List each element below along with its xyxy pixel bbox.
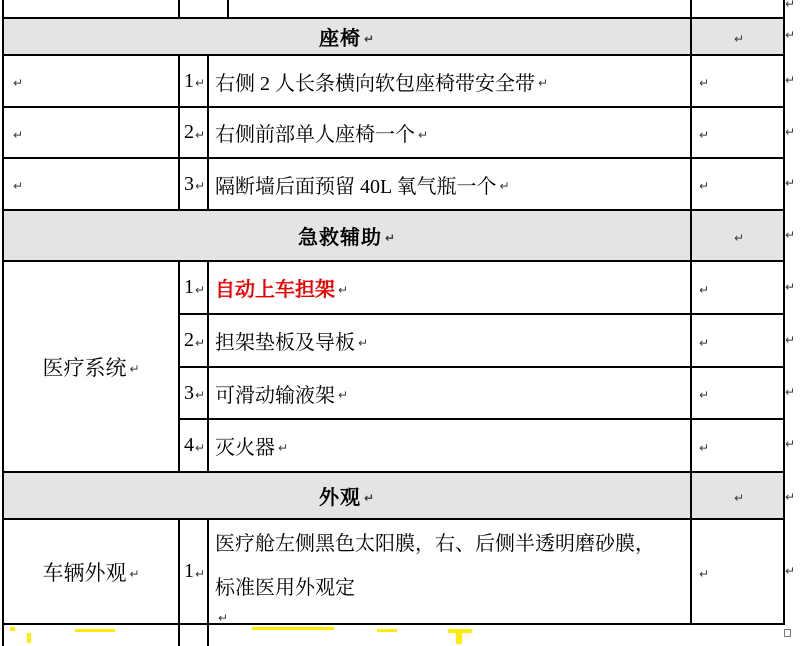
partial-row-top [4,0,785,19]
category-cell[interactable] [4,108,180,157]
item-number: 2 [183,121,194,143]
end-of-row-mark: ↵ [785,490,796,504]
category-label-cell[interactable] [4,520,180,623]
pilcrow-mark: ↵ [13,127,24,142]
section-rows [180,262,785,471]
item-description-cell[interactable] [209,368,692,418]
item-description-highlighted: 自动上车担架 [215,279,335,301]
section-header-aid [4,211,785,262]
section-title: 急救辅助 [297,227,382,249]
pilcrow-mark: ↵ [733,230,745,245]
partial-cell[interactable] [180,625,209,646]
section-title-cell[interactable] [4,473,692,518]
end-of-row-mark: ↵ [785,176,796,190]
status-cell[interactable] [692,473,785,518]
pilcrow-mark: ↵ [384,230,397,245]
category-cell[interactable] [4,56,180,106]
section-title-cell[interactable] [4,211,692,260]
pilcrow-mark: ↵ [538,76,549,90]
end-of-row-mark: ↵ [785,437,796,451]
item-number: 1 [183,69,194,92]
status-cell[interactable] [692,420,785,471]
highlight-artifact [252,627,334,630]
pilcrow-mark: ↵ [699,335,710,350]
end-of-row-mark: ↵ [785,280,796,294]
category-label: 医疗系统 [42,355,127,380]
item-number: 3 [183,381,194,404]
item-number-cell[interactable] [180,159,209,209]
pilcrow-mark: ↵ [218,610,229,623]
section-medical-system [4,262,785,473]
pilcrow-mark: ↵ [358,335,369,350]
end-of-row-mark: ↵ [785,333,796,347]
pilcrow-mark: ↵ [699,282,710,297]
status-cell[interactable] [692,159,785,209]
section-title: 外观 [318,487,361,509]
pilcrow-mark: ↵ [338,282,349,297]
item-description-line1: 医疗舱左侧黑色太阳膜，右、后侧半透明磨砂膜， [215,532,655,555]
partial-cell[interactable] [229,0,692,17]
item-number: 2 [183,329,194,351]
spec-table [2,0,785,646]
pilcrow-mark: ↵ [699,566,710,581]
pilcrow-mark: ↵ [699,440,710,455]
pilcrow-mark: ↵ [699,388,710,402]
highlight-artifact [377,629,397,632]
end-of-row-mark: ↵ [785,564,796,578]
item-description: 可滑动输液架 [215,384,335,407]
pilcrow-mark: ↵ [699,127,710,142]
table-row [4,108,785,159]
item-number: 4 [183,434,194,456]
item-description-cell[interactable] [209,262,692,313]
pilcrow-mark: ↵ [194,127,206,142]
pilcrow-mark: ↵ [194,76,206,90]
item-description: 隔断墙后面预留 40L 氧气瓶一个 [215,175,497,198]
pilcrow-mark: ↵ [363,31,376,46]
item-number: 1 [183,560,194,582]
pilcrow-mark: ↵ [194,388,206,402]
highlight-artifact [75,629,115,632]
item-description: 灭火器 [215,437,275,459]
pilcrow-mark: ↵ [13,179,24,193]
table-row [180,368,785,420]
status-cell[interactable] [692,56,785,106]
pilcrow-mark: ↵ [194,440,206,455]
status-cell[interactable] [692,211,785,260]
end-of-row-mark: ↵ [785,125,796,139]
pilcrow-mark: ↵ [194,282,206,297]
status-cell[interactable] [692,315,785,366]
item-number: 3 [183,172,194,195]
status-cell[interactable] [692,520,785,623]
category-label: 车辆外观 [42,560,127,585]
table-row [180,420,785,471]
section-header-seats [4,19,785,56]
pilcrow-mark: ↵ [418,127,429,142]
pilcrow-mark: ↵ [194,566,206,581]
pilcrow-mark: ↵ [129,566,140,581]
partial-cell[interactable] [4,0,180,17]
item-number-cell[interactable] [180,420,209,471]
pilcrow-mark: ↵ [194,179,206,193]
item-description-cell[interactable] [209,56,692,106]
cut-off-row-mark [784,629,791,637]
item-description-cell[interactable] [209,520,692,623]
partial-cell[interactable] [180,0,229,17]
item-description: 右侧 2 人长条横向软包座椅带安全带 [215,72,535,95]
status-cell[interactable] [692,368,785,418]
item-description-line2: 标准医用外观定 ↵ [215,576,355,623]
end-of-row-mark: ↵ [785,28,796,42]
pilcrow-mark: ↵ [733,31,745,46]
pilcrow-mark: ↵ [194,335,206,350]
status-cell[interactable] [692,108,785,157]
highlight-artifact [456,633,462,644]
end-of-row-mark: ↵ [785,228,796,242]
item-description: 右侧前部单人座椅一个 [215,124,415,146]
table-row [180,520,785,623]
pilcrow-mark: ↵ [733,490,745,505]
table-row [4,159,785,211]
item-number: 1 [183,276,194,298]
item-number-cell[interactable] [180,315,209,366]
section-header-appearance [4,473,785,520]
highlight-artifact [10,627,15,631]
section-title-cell[interactable] [4,19,692,54]
item-number-cell[interactable] [180,262,209,313]
category-label-cell[interactable] [4,262,180,471]
category-cell[interactable] [4,159,180,209]
table-row [180,262,785,315]
end-of-row-mark: ↵ [785,73,796,87]
item-number-cell[interactable] [180,108,209,157]
pilcrow-mark: ↵ [13,76,24,90]
section-vehicle-appearance [4,520,785,625]
status-cell[interactable] [692,262,785,313]
pilcrow-mark: ↵ [278,440,289,455]
highlight-artifact [27,633,31,643]
end-of-row-mark: ↵ [785,385,796,399]
pilcrow-mark: ↵ [338,388,349,402]
item-number-cell[interactable] [180,56,209,106]
item-description-cell[interactable] [209,159,692,209]
status-cell[interactable] [692,19,785,54]
pilcrow-mark: ↵ [699,179,710,193]
pilcrow-mark: ↵ [699,76,710,90]
pilcrow-mark: ↵ [129,361,140,376]
partial-cell[interactable] [692,0,785,17]
partial-cell[interactable] [692,625,785,646]
item-number-cell[interactable] [180,520,209,623]
item-number-cell[interactable] [180,368,209,418]
section-rows [180,520,785,623]
table-row [4,56,785,108]
pilcrow-mark: ↵ [363,490,376,505]
item-description: 担架垫板及导板 [215,332,355,354]
end-of-row-mark: ↵ [785,0,796,11]
pilcrow-mark: ↵ [499,179,510,193]
item-description-cell[interactable] [209,315,692,366]
item-description-cell[interactable] [209,420,692,471]
table-row [180,315,785,368]
section-title: 座椅 [318,28,361,50]
item-description-cell[interactable] [209,108,692,157]
